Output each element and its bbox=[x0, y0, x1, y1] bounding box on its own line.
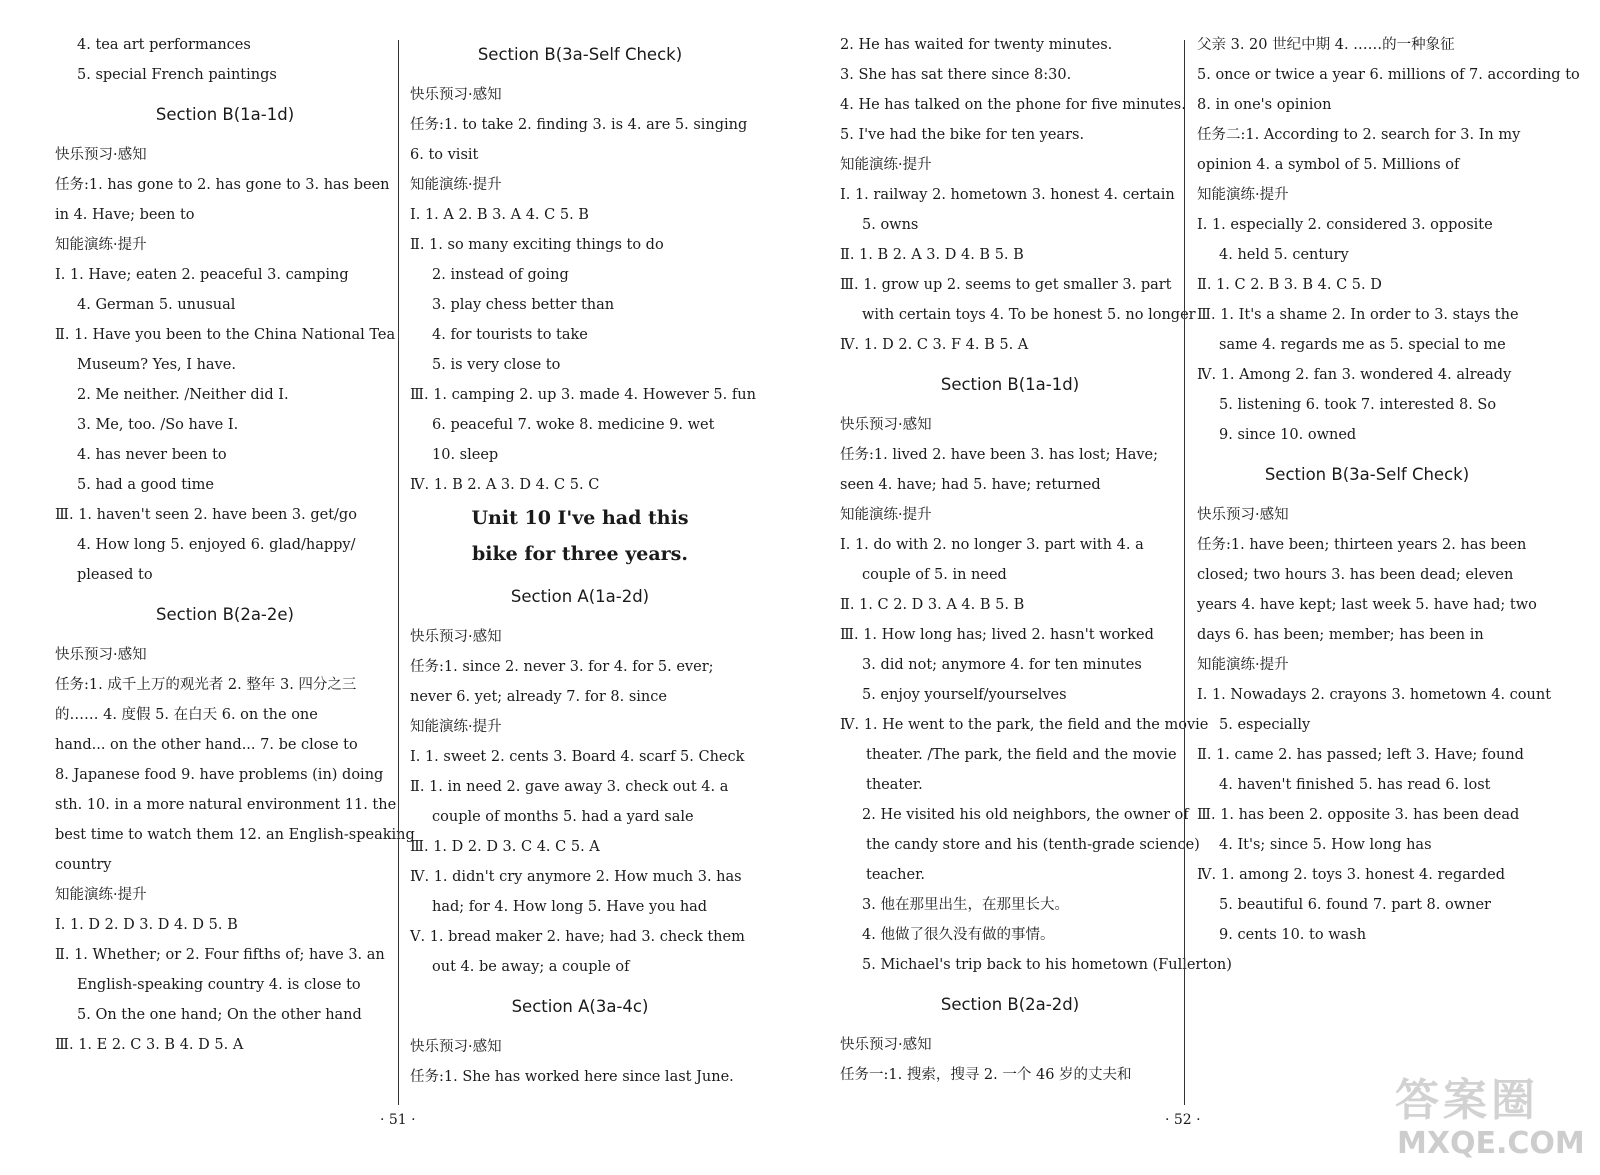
answer-line: 知能演练·提升 bbox=[55, 237, 147, 253]
answer-line: 快乐预习·感知 bbox=[410, 1039, 502, 1055]
watermark-logo bbox=[1395, 1060, 1585, 1172]
answer-line: 知能演练·提升 bbox=[1197, 657, 1289, 673]
answer-line: Ⅲ. 1. D 2. D 3. C 4. C 5. A bbox=[410, 839, 600, 855]
answer-line: Ⅴ. 1. bread maker 2. have; had 3. check them bbox=[410, 929, 745, 945]
page-number-right: · 52 · bbox=[1165, 1112, 1201, 1128]
answer-line: same 4. regards me as 5. special to me bbox=[1219, 337, 1506, 353]
answer-line: Ⅰ. 1. Have; eaten 2. peaceful 3. camping bbox=[55, 267, 349, 283]
answer-line: 5. is very close to bbox=[432, 357, 561, 373]
answer-line: Ⅰ. 1. Nowadays 2. crayons 3. hometown 4. count bbox=[1197, 687, 1552, 703]
answer-line: Ⅱ. 1. in need 2. gave away 3. check out 4. a bbox=[410, 779, 729, 795]
answer-line: Ⅲ. 1. has been 2. opposite 3. has been dead bbox=[1197, 807, 1520, 823]
answer-line: 2. Me neither. /Neither did I. bbox=[77, 387, 289, 403]
answer-line: 5. On the one hand; On the other hand bbox=[77, 1007, 362, 1023]
answer-line: 3. play chess better than bbox=[432, 297, 615, 313]
watermark-url: MXQE.COM bbox=[1397, 1126, 1585, 1161]
column-2 bbox=[410, 30, 756, 1092]
answer-line: 9. since 10. owned bbox=[1219, 427, 1357, 443]
answer-line: never 6. yet; already 7. for 8. since bbox=[410, 689, 667, 705]
answer-line: Ⅳ. 1. Among 2. fan 3. wondered 4. already bbox=[1197, 367, 1512, 383]
answer-line: 5. owns bbox=[862, 217, 919, 233]
answer-line: hand... on the other hand... 7. be close to bbox=[55, 737, 358, 753]
answer-line: theater. /The park, the field and the movie bbox=[866, 747, 1177, 763]
answer-line: best time to watch them 12. an English-speaking bbox=[55, 827, 415, 843]
answer-line: Ⅳ. 1. He went to the park, the field and the movie bbox=[840, 717, 1209, 733]
section-heading: Section B(2a-2e) bbox=[156, 605, 294, 624]
section-heading: Section B(2a-2d) bbox=[940, 995, 1080, 1014]
unit-title: bike for three years. bbox=[472, 543, 688, 565]
answer-line: 8. in one's opinion bbox=[1197, 97, 1332, 113]
answer-line: 5. especially bbox=[1219, 717, 1311, 733]
answer-line: 任务二:1. According to 2. search for 3. In my bbox=[1197, 127, 1521, 143]
answer-line: Ⅱ. 1. Whether; or 2. Four fifths of; have 3. an bbox=[55, 947, 385, 963]
answer-line: 知能演练·提升 bbox=[1197, 187, 1289, 203]
answer-line: Ⅰ. 1. do with 2. no longer 3. part with 4. a bbox=[840, 537, 1144, 553]
answer-line: 6. to visit bbox=[410, 147, 479, 163]
answer-line: teacher. bbox=[866, 867, 926, 883]
answer-line: Ⅳ. 1. didn't cry anymore 2. How much 3. has bbox=[410, 869, 742, 885]
answer-line: 知能演练·提升 bbox=[840, 507, 932, 523]
answer-line: 4. 他做了很久没有做的事情。 bbox=[862, 927, 1055, 943]
answer-line: 快乐预习·感知 bbox=[55, 647, 147, 663]
answer-line: 知能演练·提升 bbox=[410, 719, 502, 735]
answer-line: 任务:1. to take 2. finding 3. is 4. are 5. singing bbox=[410, 117, 748, 133]
answer-line: 2. He visited his old neighbors, the owner of bbox=[862, 807, 1189, 823]
answer-line: Ⅲ. 1. haven't seen 2. have been 3. get/go bbox=[55, 507, 357, 523]
column-3 bbox=[840, 30, 1232, 1090]
answer-line: 6. peaceful 7. woke 8. medicine 9. wet bbox=[432, 417, 715, 433]
section-heading: Section A(3a-4c) bbox=[511, 997, 649, 1016]
answer-line: couple of months 5. had a yard sale bbox=[432, 809, 694, 825]
answer-line: 5. I've had the bike for ten years. bbox=[840, 127, 1085, 143]
answer-line: 10. sleep bbox=[432, 447, 499, 463]
answer-line: the candy store and his (tenth-grade science) bbox=[866, 837, 1200, 853]
answer-line: 任务:1. lived 2. have been 3. has lost; Have; bbox=[840, 447, 1159, 463]
answer-line: 3. 他在那里出生，在那里长大。 bbox=[862, 897, 1069, 913]
answer-line: 知能演练·提升 bbox=[410, 177, 502, 193]
answer-line: country bbox=[55, 857, 112, 873]
answer-line: had; for 4. How long 5. Have you had bbox=[432, 899, 708, 915]
answer-line: out 4. be away; a couple of bbox=[432, 959, 630, 975]
answer-line: with certain toys 4. To be honest 5. no longer bbox=[862, 307, 1196, 323]
answer-line: 任务:1. have been; thirteen years 2. has been bbox=[1197, 537, 1527, 553]
answer-line: 4. held 5. century bbox=[1219, 247, 1349, 263]
answer-line: Ⅱ. 1. B 2. A 3. D 4. B 5. B bbox=[840, 247, 1024, 263]
answer-line: 任务:1. She has worked here since last June. bbox=[410, 1069, 734, 1085]
answer-line: sth. 10. in a more natural environment 11. the bbox=[55, 797, 397, 813]
answer-line: Ⅳ. 1. among 2. toys 3. honest 4. regarded bbox=[1197, 867, 1506, 883]
answer-line: 快乐预习·感知 bbox=[410, 87, 502, 103]
answer-line: 3. Me, too. /So have I. bbox=[77, 417, 239, 433]
answer-line: years 4. have kept; last week 5. have had; two bbox=[1197, 597, 1537, 613]
answer-line: Ⅱ. 1. so many exciting things to do bbox=[410, 237, 664, 253]
answer-line: Ⅱ. 1. C 2. B 3. B 4. C 5. D bbox=[1197, 277, 1382, 293]
answer-line: 任务一:1. 搜索，搜寻 2. 一个 46 岁的丈夫和 bbox=[840, 1067, 1132, 1083]
answer-line: 任务:1. has gone to 2. has gone to 3. has been bbox=[55, 177, 390, 193]
answer-line: 5. special French paintings bbox=[77, 67, 277, 83]
column-divider bbox=[398, 40, 399, 1105]
section-heading: Section B(1a-1d) bbox=[155, 105, 295, 124]
answer-line: 4. tea art performances bbox=[77, 37, 251, 53]
answer-line: 4. German 5. unusual bbox=[77, 297, 236, 313]
section-heading: Section A(1a-2d) bbox=[510, 587, 650, 606]
answer-line: couple of 5. in need bbox=[862, 567, 1007, 583]
answer-line: Ⅱ. 1. Have you been to the China National Tea bbox=[55, 327, 396, 343]
watermark-text: 答案圈 bbox=[1395, 1075, 1539, 1126]
answer-line: 4. for tourists to take bbox=[432, 327, 588, 343]
answer-line: 4. It's; since 5. How long has bbox=[1219, 837, 1432, 853]
column-4 bbox=[1197, 30, 1580, 950]
answer-line: Ⅳ. 1. B 2. A 3. D 4. C 5. C bbox=[410, 477, 600, 493]
answer-line: closed; two hours 3. has been dead; eleven bbox=[1197, 567, 1514, 583]
answer-line: 4. haven't finished 5. has read 6. lost bbox=[1219, 777, 1491, 793]
answer-line: 4. How long 5. enjoyed 6. glad/happy/ bbox=[77, 537, 356, 553]
answer-line: 3. She has sat there since 8:30. bbox=[840, 67, 1072, 83]
answer-line: 5. once or twice a year 6. millions of 7. according to bbox=[1197, 67, 1580, 83]
answer-line: 2. instead of going bbox=[432, 267, 569, 283]
answer-line: 3. did not; anymore 4. for ten minutes bbox=[862, 657, 1142, 673]
column-divider bbox=[1184, 40, 1185, 1105]
answer-line: 父亲 3. 20 世纪中期 4. ……的一种象征 bbox=[1197, 37, 1455, 53]
answer-line: 的…… 4. 度假 5. 在白天 6. on the one bbox=[55, 707, 318, 723]
answer-line: 快乐预习·感知 bbox=[840, 417, 932, 433]
answer-line: Ⅱ. 1. came 2. has passed; left 3. Have; found bbox=[1197, 747, 1524, 763]
answer-line: 5. enjoy yourself/yourselves bbox=[862, 687, 1067, 703]
answer-line: Ⅲ. 1. It's a shame 2. In order to 3. stays the bbox=[1197, 307, 1519, 323]
answer-line: 5. Michael's trip back to his hometown (Fullerton) bbox=[862, 957, 1232, 973]
answer-line: Ⅲ. 1. grow up 2. seems to get smaller 3. part bbox=[840, 277, 1172, 293]
answer-line: 知能演练·提升 bbox=[55, 887, 147, 903]
answer-line: theater. bbox=[866, 777, 923, 793]
answer-line: 8. Japanese food 9. have problems (in) doing bbox=[55, 767, 384, 783]
answer-line: days 6. has been; member; has been in bbox=[1197, 627, 1484, 643]
answer-line: opinion 4. a symbol of 5. Millions of bbox=[1197, 157, 1460, 173]
answer-line: 5. beautiful 6. found 7. part 8. owner bbox=[1219, 897, 1491, 913]
answer-line: in 4. Have; been to bbox=[55, 207, 195, 223]
answer-line: 9. cents 10. to wash bbox=[1219, 927, 1367, 943]
answer-line: pleased to bbox=[77, 567, 153, 583]
answer-line: 任务:1. since 2. never 3. for 4. for 5. ever; bbox=[410, 659, 714, 675]
unit-title: Unit 10 I've had this bbox=[471, 507, 689, 529]
answer-line: Ⅲ. 1. camping 2. up 3. made 4. However 5. fun bbox=[410, 387, 756, 403]
answer-line: Ⅰ. 1. A 2. B 3. A 4. C 5. B bbox=[410, 207, 589, 223]
answer-line: Ⅰ. 1. D 2. D 3. D 4. D 5. B bbox=[55, 917, 238, 933]
column-1 bbox=[55, 30, 415, 1060]
answer-line: Museum? Yes, I have. bbox=[77, 357, 236, 373]
answer-line: Ⅳ. 1. D 2. C 3. F 4. B 5. A bbox=[840, 337, 1029, 353]
answer-line: 任务:1. 成千上万的观光者 2. 整年 3. 四分之三 bbox=[55, 677, 357, 693]
answer-line: Ⅰ. 1. railway 2. hometown 3. honest 4. certain bbox=[840, 187, 1175, 203]
answer-line: 快乐预习·感知 bbox=[410, 629, 502, 645]
page-number-left: · 51 · bbox=[380, 1112, 416, 1128]
answer-line: 快乐预习·感知 bbox=[55, 147, 147, 163]
answer-line: 5. had a good time bbox=[77, 477, 214, 493]
section-heading: Section B(1a-1d) bbox=[940, 375, 1080, 394]
answer-line: 4. has never been to bbox=[77, 447, 227, 463]
answer-line: seen 4. have; had 5. have; returned bbox=[840, 477, 1101, 493]
answer-line: Ⅰ. 1. sweet 2. cents 3. Board 4. scarf 5. Check bbox=[410, 749, 745, 765]
answer-line: Ⅲ. 1. How long has; lived 2. hasn't worked bbox=[840, 627, 1154, 643]
answer-line: Ⅱ. 1. C 2. D 3. A 4. B 5. B bbox=[840, 597, 1025, 613]
answer-line: Ⅲ. 1. E 2. C 3. B 4. D 5. A bbox=[55, 1037, 244, 1053]
answer-line: 2. He has waited for twenty minutes. bbox=[840, 37, 1113, 53]
answer-line: 快乐预习·感知 bbox=[840, 1037, 932, 1053]
section-heading: Section B(3a-Self Check) bbox=[1264, 465, 1470, 484]
answer-line: English-speaking country 4. is close to bbox=[77, 977, 361, 993]
answer-line: Ⅰ. 1. especially 2. considered 3. opposite bbox=[1197, 217, 1493, 233]
answer-line: 知能演练·提升 bbox=[840, 157, 932, 173]
answer-line: 快乐预习·感知 bbox=[1197, 507, 1289, 523]
answer-line: 5. listening 6. took 7. interested 8. So bbox=[1219, 397, 1497, 413]
answer-line: 4. He has talked on the phone for five minutes. bbox=[840, 97, 1186, 113]
section-heading: Section B(3a-Self Check) bbox=[477, 45, 683, 64]
